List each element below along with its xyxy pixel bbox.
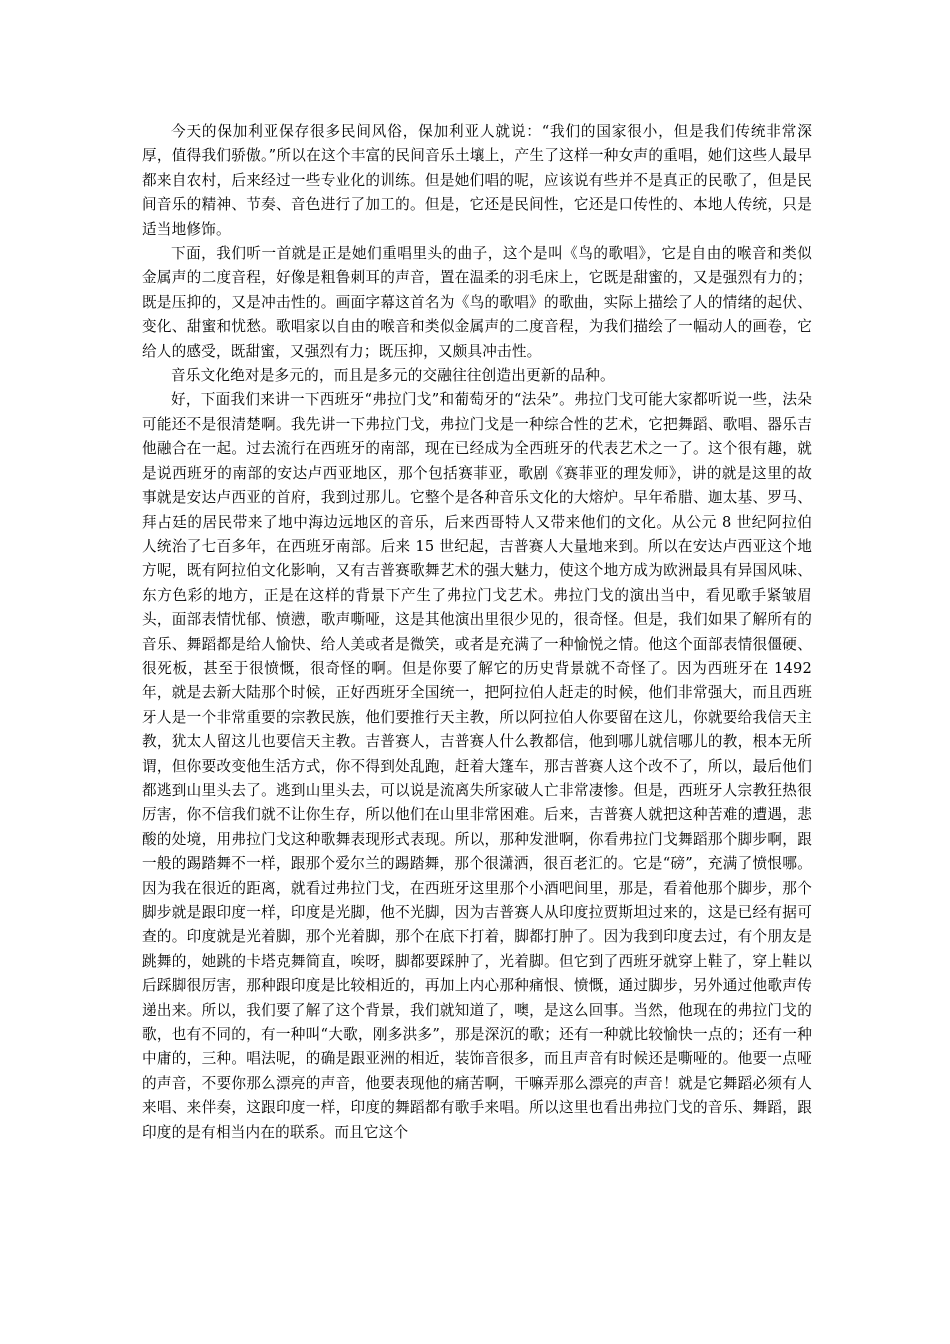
paragraph-multicultural: 音乐文化绝对是多元的，而且是多元的交融往往创造出更新的品种。: [171, 367, 615, 385]
paragraph-bird-song: 下面，我们听一首就是正是她们重唱里头的曲子，这个是叫《鸟的歌唱》，它是自由的喉音和类似金属声的二度音程，好像是粗鲁刺耳的声音，置在温柔的羽毛床上，它既是甜蜜的，又是强烈有力的；既是压抑的，又是冲击性的。画面字幕这首名为《鸟的歌唱》的歌曲，实际上描绘了人的情绪的起伏、变化、甜蜜和忧愁。歌唱家以自由的喉音和类似金属声的二度音程，为我们描绘了一幅动人的画卷，它给人的感受，既甜蜜，又强烈有力；既压抑，又颇具冲击性。: [142, 245, 812, 360]
document-page: [142, 120, 812, 1145]
paragraph-bulgarian-folk: 今天的保加利亚保存很多民间风俗，保加利亚人就说：“我们的国家很小，但是我们传统非常深厚，值得我们骄傲。”所以在这个丰富的民间音乐土壤上，产生了这样一种女声的重唱，她们这些人最早都来自农村，后来经过一些专业化的训练。但是她们唱的呢，应该说有些并不是真正的民歌了，但是民间音乐的精神、节奏、音色进行了加工的。但是，它还是民间性，它还是口传性的、本地人传统，只是适当地修饰。: [142, 123, 812, 238]
paragraph-flamenco: 好，下面我们来讲一下西班牙“弗拉门戈”和葡萄牙的“法朵”。弗拉门戈可能大家都听说一些，法朵可能还不是很清楚啊。我先讲一下弗拉门戈，弗拉门戈是一种综合性的艺术，它把舞蹈、歌唱、器乐吉他融合在一起。过去流行在西班牙的南部，现在已经成为全西班牙的代表艺术之一了。这个很有趣，就是说西班牙的南部的安达卢西亚地区，那个包括赛菲亚，歌剧《赛菲亚的理发师》，讲的就是这里的故事就是安达卢西亚的首府，我到过那儿。它整个是各种音乐文化的大熔炉。早年希腊、迦太基、罗马、拜占廷的居民带来了地中海边远地区的音乐，后来西哥特人又带来他们的文化。从公元 8 世纪阿拉伯人统治了七百多年，在西班牙南部。后来 15 世纪起，吉普赛人大量地来到。所以在安达卢西亚这个地方呢，既有阿拉伯文化影响，又有吉普赛歌舞艺术的强大魅力，使这个地方成为欧洲最具有异国风味、东方色彩的地方，正是在这样的背景下产生了弗拉门戈艺术。弗拉门戈的演出当中，看见歌手紧皱眉头，面部表情忧郁、愤懑，歌声嘶哑，这是其他演出里很少见的，很奇怪。但是，我们如果了解所有的音乐、舞蹈都是给人愉快、给人美或者是微笑，或者是充满了一种愉悦之情。他这个面部表情很僵硬、很死板，甚至于很愤慨，很奇怪的啊。但是你要了解它的历史背景就不奇怪了。因为西班牙在 1492 年，就是去新大陆那个时候，正好西班牙全国统一，把阿拉伯人赶走的时候，他们非常强大，而且西班牙人是一个非常重要的宗教民族，他们要推行天主教，所以阿拉伯人你要留在这儿，你就要给我信天主教，犹太人留这儿也要信天主教。吉普赛人，吉普赛人什么教都信，他到哪儿就信哪儿的教，根本无所谓，但你要改变他生活方式，你不得到处乱跑，赶着大篷车，那吉普赛人这个改不了，所以，最后他们都逃到山里头去了。逃到山里头去，可以说是流离失所家破人亡非常凄惨。但是，西班牙人宗教狂热很厉害，你不信我们就不让你生存，所以他们在山里非常困难。后来，吉普赛人就把这种苦难的遭遇，悲酸的处境，用弗拉门戈这种歌舞表现形式表现。所以，那种发泄啊，你看弗拉门戈舞蹈那个脚步啊，跟一般的踢踏舞不一样，跟那个爱尔兰的踢踏舞，那个很潇洒，很百老汇的。它是“磅”，充满了愤恨哪。因为我在很近的距离，就看过弗拉门戈，在西班牙这里那个小酒吧间里，那是，看着他那个脚步，那个脚步就是跟印度一样，印度是光脚，他不光脚，因为吉普赛人从印度拉贾斯坦过来的，这是已经有据可查的。印度就是光着脚，那个光着脚，那个在底下打着，脚都打肿了。因为我到印度去过，有个朋友是跳舞的，她跳的卡塔克舞简直，唉呀，脚都要踩肿了，光着脚。但它到了西班牙就穿上鞋了，穿上鞋以后踩脚很厉害，那种跟印度是比较相近的，再加上内心那种痛恨、愤慨，通过脚步，另外通过他歌声传递出来。所以，我们要了解了这个背景，我们就知道了，噢，是这么回事。当然，他现在的弗拉门戈的歌，也有不同的，有一种叫“大歌，刚多洪多”，那是深沉的歌；还有一种就比较愉快一点的；还有一种中庸的，三种。唱法呢，的确是跟亚洲的相近，装饰音很多，而且声音有时候还是嘶哑的。他要一点哑的声音，不要你那么漂亮的声音，他要表现他的痛苦啊，干嘛弄那么漂亮的声音！就是它舞蹈必须有人来唱、来伴奏，这跟印度一样，印度的舞蹈都有歌手来唱。所以这里也看出弗拉门戈的音乐、舞蹈，跟印度的是有相当内在的联系。而且它这个: [142, 391, 812, 1141]
